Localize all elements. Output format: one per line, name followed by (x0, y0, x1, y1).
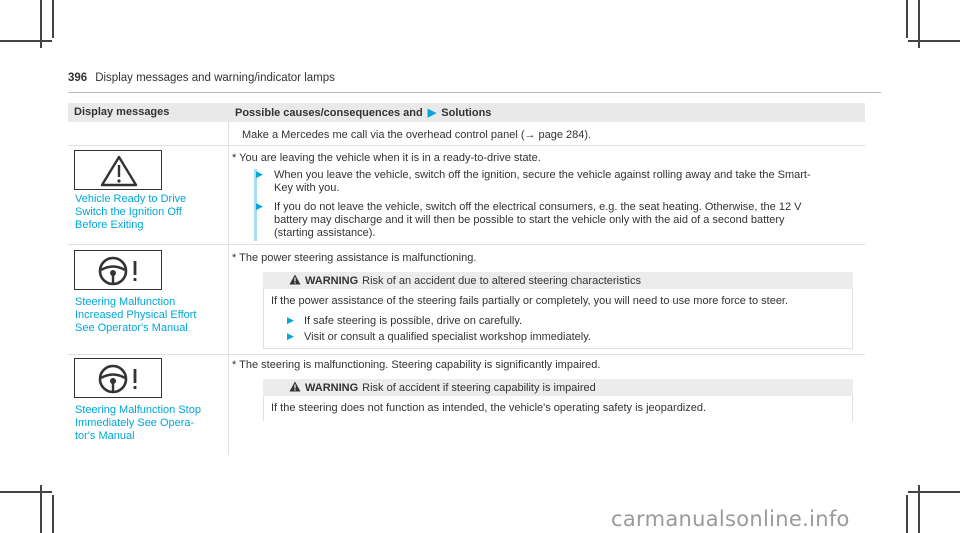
solution-line: When you leave the vehicle, switch off the ignition, secure the vehicle against rolling away and take the Smart- (274, 169, 811, 181)
message-line: Immediately See Opera- (75, 417, 195, 429)
warning-text: Risk of accident if steering capability is impaired (362, 382, 596, 394)
watermark: carmanualsonline.info (611, 507, 850, 531)
solution-arrow-icon: ▶ (427, 107, 437, 119)
solution-text: If safe steering is possible, drive on carefully. (304, 315, 523, 327)
message-line: See Operator's Manual (75, 322, 188, 334)
crop-mark (908, 491, 960, 493)
display-messages-table (68, 103, 865, 455)
crop-mark (908, 40, 960, 42)
solution-text (274, 201, 801, 240)
cause-text: * The power steering assistance is malfunctioning. (232, 252, 477, 264)
solution-line: battery may discharge and it will then be possible to start the vehicle only with the aid of a second battery (274, 214, 785, 226)
message-line: Vehicle Ready to Drive (75, 193, 187, 205)
page-title: Display messages and warning/indicator lamps (95, 72, 335, 84)
steering-wheel-warning-icon (74, 250, 162, 290)
row-divider (68, 145, 865, 146)
warning-body: If the steering does not function as intended, the vehicle's operating safety is jeopardized. (271, 402, 707, 414)
solution-arrow-icon: ▶ (287, 315, 294, 325)
message-line: Switch the Ignition Off (75, 206, 182, 218)
warning-box (263, 289, 853, 349)
warning-text: Risk of an accident due to altered steering characteristics (362, 275, 641, 287)
warning-label: WARNING (305, 275, 359, 287)
solution-text: Visit or consult a qualified specialist workshop immediately. (304, 331, 591, 343)
display-message (75, 404, 225, 443)
page-header (68, 72, 335, 84)
solutions-header-text: Solutions (441, 107, 492, 119)
message-line: Steering Malfunction Stop (75, 404, 201, 416)
solution-arrow-icon: ▶ (287, 331, 294, 341)
table-row-text: Make a Mercedes me call via the overhead control panel (→ page 284). (242, 129, 592, 141)
crop-mark (0, 491, 52, 493)
cause-text: * You are leaving the vehicle when it is in a ready-to-drive state. (232, 152, 541, 164)
warning-body: If the power assistance of the steering fails partially or completely, you will need to use more force to steer. (271, 295, 789, 307)
solution-arrow-icon: ▶ (256, 169, 263, 179)
message-line: Before Exiting (75, 219, 144, 231)
display-message (75, 296, 225, 335)
warning-header (263, 272, 853, 289)
solution-line: If you do not leave the vehicle, switch off the electrical consumers, e.g. the seat heating. Otherwise, the 12 V (274, 201, 802, 213)
column-header-causes (235, 106, 491, 119)
solution-line: Key with you. (274, 182, 340, 194)
table-header-row (68, 103, 865, 122)
column-header-messages: Display messages (74, 106, 170, 118)
cause-text: * The steering is malfunctioning. Steering capability is significantly impaired. (232, 359, 601, 371)
steering-wheel-warning-icon (74, 358, 162, 398)
crop-mark (52, 0, 54, 38)
warning-icon (289, 274, 301, 285)
column-divider (228, 122, 229, 455)
solution-text (274, 169, 811, 195)
message-line: Increased Physical Effort (75, 309, 197, 321)
header-divider (68, 92, 881, 93)
warning-box (263, 396, 853, 421)
row-divider (68, 244, 865, 245)
row-divider (68, 354, 865, 355)
display-message (75, 193, 225, 232)
crop-mark (52, 495, 54, 533)
crop-mark (0, 40, 52, 42)
message-line: Steering Malfunction (75, 296, 176, 308)
crop-mark (906, 495, 908, 533)
warning-triangle-icon (74, 150, 162, 190)
solution-line: (starting assistance). (274, 227, 376, 239)
warning-header (263, 379, 853, 396)
causes-header-text: Possible causes/consequences and (235, 107, 423, 119)
crop-mark (906, 0, 908, 38)
message-line: tor's Manual (75, 430, 135, 442)
solution-arrow-icon: ▶ (256, 201, 263, 211)
warning-icon (289, 381, 301, 392)
warning-label: WARNING (305, 382, 359, 394)
page-number: 396 (68, 72, 88, 84)
